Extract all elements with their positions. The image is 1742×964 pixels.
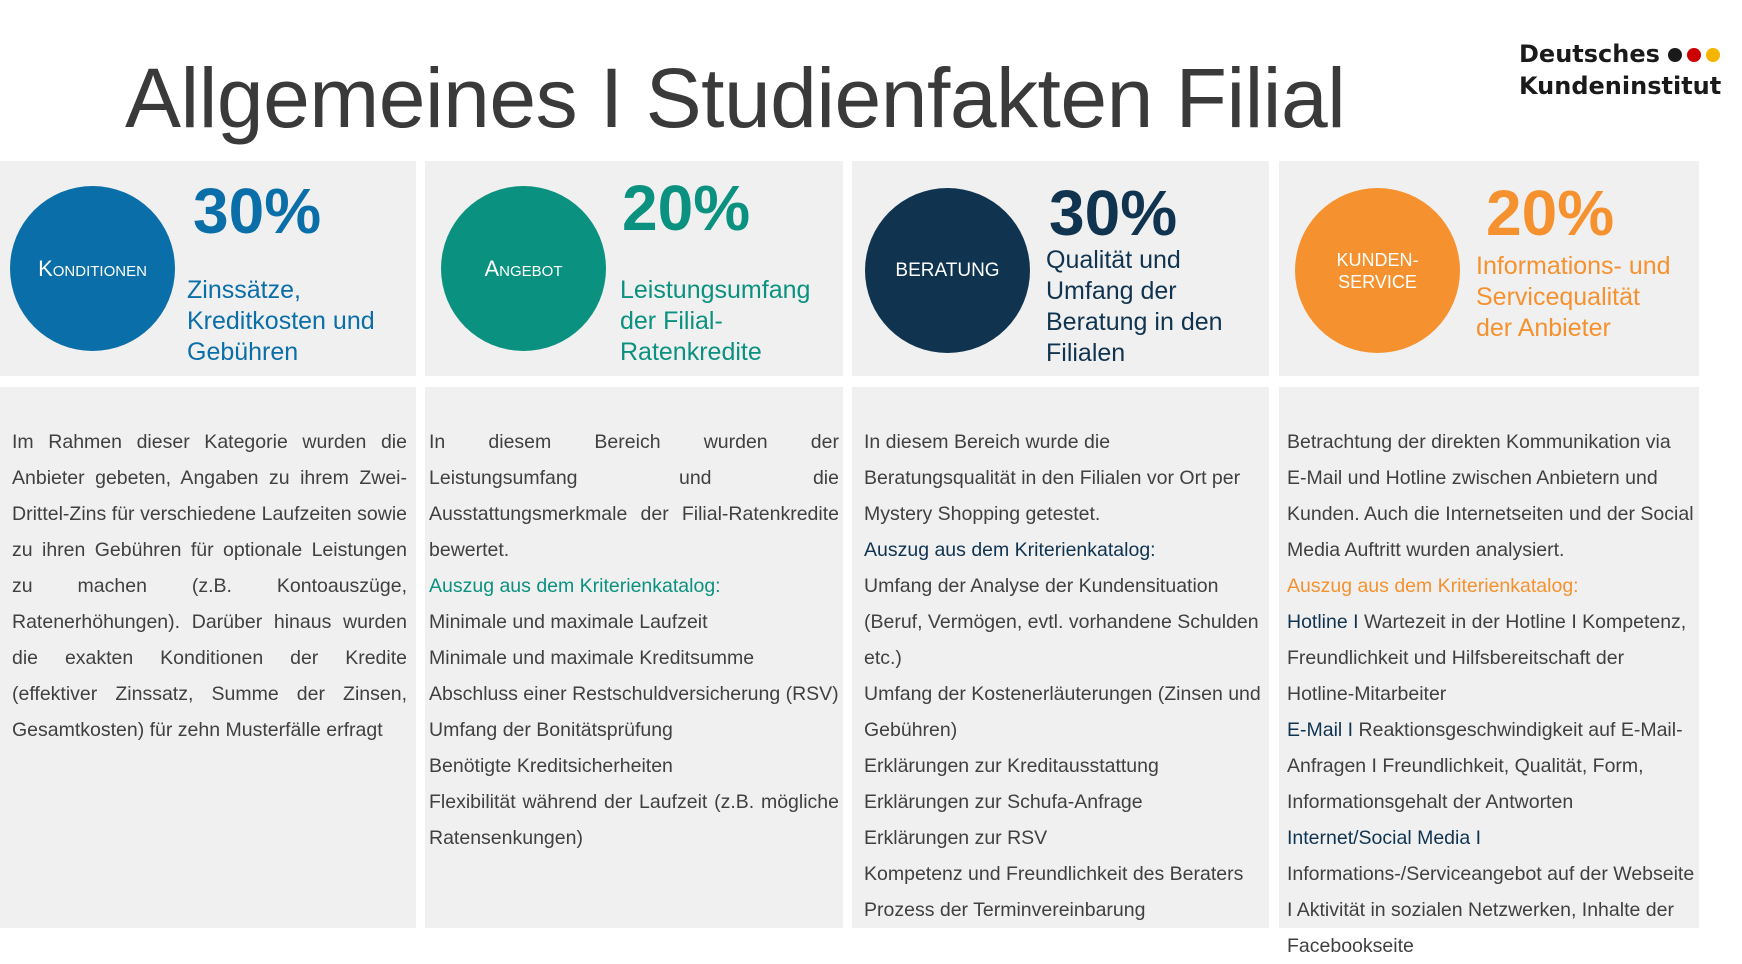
list-item: Umfang der Bonitätsprüfung [429, 719, 673, 741]
list-item: Umfang der Kostenerläuterungen (Zinsen und Gebühren) [864, 683, 1261, 741]
kundenservice-header-panel [1279, 161, 1699, 376]
list-item: Benötigte Kreditsicherheiten [429, 755, 673, 777]
list-item: Erklärungen zur Schufa-Anfrage [864, 791, 1143, 813]
konditionen-body-text: Im Rahmen dieser Kategorie wurden die Anbieter gebeten, Angaben zu ihrem Zwei-Drittel-Zins für verschiedene Laufzeiten sowie zu ihren Gebühren für optionale Leistungen zu machen (z.B. Kontoauszüge, Ratenerhöhungen). Darüber hinaus wurden die exakten Konditionen der Kredite (effektiver Zinssatz, Summe der Zinsen, Gesamtkosten) für zehn Musterfälle erfragt [12, 431, 407, 741]
angebot-header-panel [425, 161, 843, 376]
angebot-percent: 20% [622, 172, 751, 244]
list-item: Flexibilität während der Laufzeit (z.B. mögliche Ratensenkungen) [429, 791, 839, 849]
list-item: Umfang der Analyse der Kundensituation (Beruf, Vermögen, evtl. vorhandene Schulden etc.) [864, 575, 1259, 669]
konditionen-header-panel [0, 161, 416, 376]
konditionen-circle-label: Konditionen [38, 255, 147, 281]
logo-line-1: Deutsches [1519, 40, 1660, 68]
beratung-subtitle: Qualität und Umfang der Beratung in den Filialen [1046, 246, 1223, 367]
list-item: Abschluss einer Restschuldversicherung (RSV) [429, 683, 839, 705]
list-item: Kompetenz und Freundlichkeit des Beraters [864, 863, 1244, 885]
beratung-circle-label: BERATUNG [895, 259, 1000, 281]
kundenservice-body-panel [1279, 387, 1699, 957]
list-item: Hotline I Wartezeit in der Hotline I Kompetenz, Freundlichkeit und Hilfsbereitschaft der Hotline-Mitarbeiter [1287, 611, 1687, 705]
kundenservice-body-text: Betrachtung der direkten Kommunikation via E-Mail und Hotline zwischen Anbietern und Kunden. Auch die Internetseiten und der Social Media Auftritt wurden analysiert. Auszug aus dem Kriterienkatalog: Hotline I Wartezeit in der Hotline I Kompetenz, Freundlichkeit und Hilfsbereitschaft der Hotline-Mitarbeiter E-Mail I Reaktionsgeschwindigkeit auf E-Mail-Anfragen I Freundlichkeit, Qualität, Form, Informationsgehalt der Antworten Internet/Social Media I Informations-/Serviceangebot auf der Webseite I Aktivität in sozialen Netzwerken, Inhalte der Facebookseite [1287, 424, 1695, 964]
beratung-circle [865, 188, 1030, 353]
angebot-catalog-heading: Auszug aus dem Kriterienkatalog: [429, 575, 721, 597]
kundenservice-circle [1295, 188, 1460, 353]
company-logo [1519, 38, 1739, 102]
list-item: Minimale und maximale Laufzeit [429, 611, 708, 633]
angebot-body-panel [425, 387, 843, 928]
page-title: Allgemeines I Studienfakten Filial [125, 51, 1346, 145]
list-item: Prozess der Terminvereinbarung [864, 899, 1146, 921]
beratung-header-panel [852, 161, 1269, 376]
logo-dots-icon [1668, 48, 1720, 62]
angebot-body-text: In diesem Bereich wurden der Leistungsumfang und die Ausstattungsmerkmale der Filial-Ratenkredite bewertet. Auszug aus dem Kriterienkatalog: Minimale und maximale Laufzeit Minimale und maximale Kreditsumme Abschluss einer Restschuldversicherung (RSV) Umfang der Bonitätsprüfung Benötigte Kreditsicherheiten Flexibilität während der Laufzeit (z.B. mögliche Ratensenkungen) [429, 424, 839, 856]
angebot-subtitle: Leistungsumfang der Filial- Ratenkredite [620, 276, 811, 366]
angebot-circle-label: Angebot [484, 255, 563, 281]
beratung-body-text: In diesem Bereich wurde die Beratungsqualität in den Filialen vor Ort per Mystery Shopping getestet. Auszug aus dem Kriterienkatalog: Umfang der Analyse der Kundensituation (Beruf, Vermögen, evtl. vorhandene Schulden etc.) Umfang der Kostenerläuterungen (Zinsen und Gebühren) Erklärungen zur Kreditausstattung Erklärungen zur Schufa-Anfrage Erklärungen zur RSV Kompetenz und Freundlichkeit des Beraters Prozess der Terminvereinbarung [864, 424, 1266, 928]
kundenservice-subtitle: Informations- und Servicequalität der Anbieter [1476, 252, 1671, 342]
kundenservice-catalog-heading: Auszug aus dem Kriterienkatalog: [1287, 575, 1579, 597]
konditionen-body-panel [0, 387, 416, 928]
beratung-catalog-heading: Auszug aus dem Kriterienkatalog: [864, 539, 1156, 561]
beratung-percent: 30% [1049, 177, 1178, 249]
list-item: E-Mail I Reaktionsgeschwindigkeit auf E-Mail-Anfragen I Freundlichkeit, Qualität, Form, Informationsgehalt der Antworten [1287, 719, 1683, 813]
angebot-circle [441, 186, 606, 351]
list-item: Erklärungen zur RSV [864, 827, 1048, 849]
list-item: Erklärungen zur Kreditausstattung [864, 755, 1159, 777]
beratung-body-panel [852, 387, 1269, 928]
kundenservice-percent: 20% [1486, 177, 1615, 249]
konditionen-percent: 30% [193, 175, 322, 247]
kundenservice-circle-label: KUNDEN- SERVICE [1336, 249, 1419, 292]
list-item: Minimale und maximale Kreditsumme [429, 647, 755, 669]
konditionen-subtitle: Zinssätze, Kreditkosten und Gebühren [187, 276, 375, 366]
logo-line-2: Kundeninstitut [1519, 72, 1722, 100]
list-item: Internet/Social Media I Informations-/Serviceangebot auf der Webseite I Aktivität in sozialen Netzwerken, Inhalte der Facebookseite [1287, 827, 1695, 957]
konditionen-circle [10, 186, 175, 351]
